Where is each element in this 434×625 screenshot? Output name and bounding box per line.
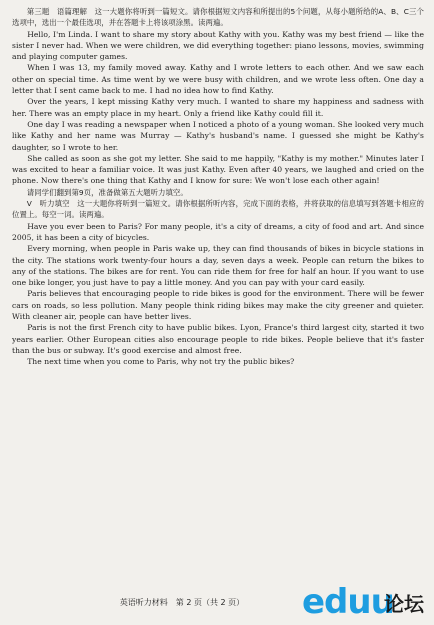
paragraph: Every morning, when people in Paris wake up, they can find thousands of bikes in bicycle stations in the city. The stations work twenty-four hours a day, seven days a week. People can return the bikes to any of the stations. The bikes are for rent. You can ride them for free for half an hour. If you want to use one bike longer, you just have to pay a little money. And you can pay with your card easily. xyxy=(12,244,424,288)
paragraph: One day I was reading a newspaper when I noticed a photo of a young woman. She looked very much like Kathy and her name was Murray — Kathy's husband's name. I guessed she might be Kathy's daughter, so I wrote to her. xyxy=(12,119,424,152)
paragraph: When I was 13, my family moved away. Kathy and I wrote letters to each other. And we saw each other on special time. As time went by we were busy with children, and we wrote less often. One day a letter that I sent came back to me. I had no idea how to find Kathy. xyxy=(12,63,424,96)
paragraph: She called as soon as she got my letter. She said to me happily, "Kathy is my mother." Minutes later I was excited to hear a familiar voice. It was just Kathy. Even after 40 years, we laughed and cried on the phone. Now there's one thing that Kathy and I know for sure: We won't lose each other again! xyxy=(12,153,424,186)
section-5-instructions: Ⅴ 听力填空 这一大题你将听到一篇短文。请你根据所听内容，完成下面的表格，并将获取的信息填写到答题卡相应的位置上。每空一词。读两遍。 xyxy=(12,199,424,220)
eduu-watermark-logo xyxy=(300,575,428,621)
eduu-brand-text: eduu xyxy=(302,582,394,621)
footer-text: 英语听力材料 第 2 页（共 2 页） xyxy=(119,598,245,607)
turn-page-instruction: 请同学们翻到第9页，准备做第五大题听力填空。 xyxy=(26,187,188,197)
paragraph: Paris believes that encouraging people to ride bikes is good for the environment. There will be fewer cars on roads, so less pollution. Many people think riding bikes may make the city greener and quieter. With cleaner air, people can have better lives. xyxy=(12,289,424,322)
paragraph: Over the years, I kept missing Kathy very much. I wanted to share my happiness and sadness with her. There was an empty place in my heart. Only a friend like Kathy could fill it. xyxy=(12,97,424,118)
section-3-instructions: 第三题 语篇理解 这一大题你将听到一篇短文。请你根据短文内容和所提出的5个问题，从每小题所给的A、B、C三个选项中，选出一个最佳选项，并在答题卡上将该项涂黑。读两遍。 xyxy=(12,7,424,28)
paragraph: Have you ever been to Paris? For many people, it's a city of dreams, a city of food and art. And since 2005, it has been a city of bicycles. xyxy=(12,221,424,242)
paragraph: The next time when you come to Paris, why not try the public bikes? xyxy=(27,357,295,367)
forum-suffix-text: 论坛 xyxy=(384,592,424,616)
paragraph: Paris is not the first French city to have public bikes. Lyon, France's third largest city, started it two years earlier. Other European cities also encourage people to ride bikes. People believe that it's faster than the bus or subway. It's good exercise and almost free. xyxy=(12,323,424,355)
paragraph: Hello, I'm Linda. I want to share my story about Kathy with you. Kathy was my best friend — like the sister I never had. When we were children, we did everything together: piano lessons, movies, swimming and playing computer games. xyxy=(12,29,424,62)
